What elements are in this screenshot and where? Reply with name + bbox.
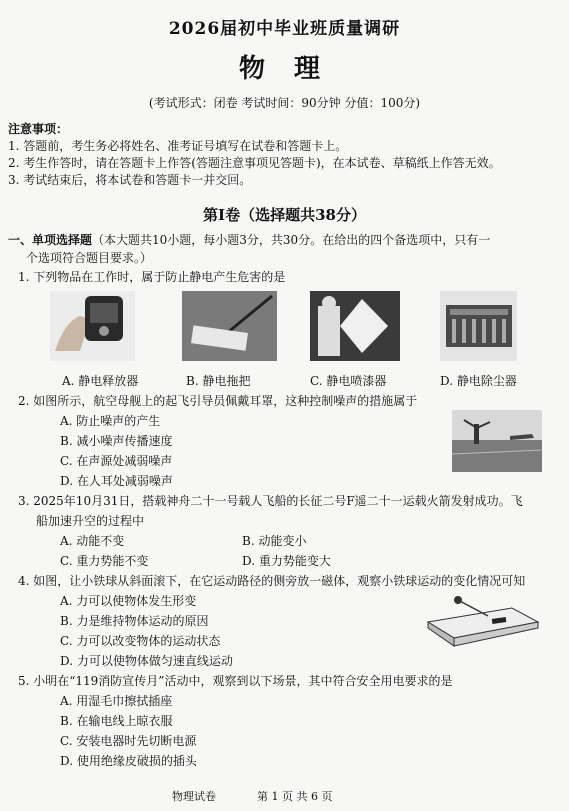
part-description bbox=[8, 231, 490, 249]
q2-option-d[interactable]: D. 在人耳处减弱噪声 bbox=[60, 474, 173, 488]
q1-option-c[interactable]: C. 静电喷漆器 bbox=[310, 374, 387, 388]
exam-title: 2026届初中毕业班质量调研 bbox=[168, 19, 401, 39]
q1-option-b[interactable]: B. 静电拖把 bbox=[186, 374, 251, 388]
q1-image-d bbox=[440, 291, 517, 361]
q1-image-c bbox=[310, 291, 400, 361]
q2-stem: 2. 如图所示，航空母舰上的起飞引导员佩戴耳罩，这种控制噪声的措施属于 bbox=[18, 394, 418, 408]
q3-option-b[interactable]: B. 动能变小 bbox=[242, 534, 307, 548]
q3-option-c[interactable]: C. 重力势能不变 bbox=[60, 554, 149, 568]
q2-option-a[interactable]: A. 防止噪声的产生 bbox=[60, 414, 161, 428]
q1-option-d[interactable]: D. 静电除尘器 bbox=[440, 374, 517, 388]
q1-image-b bbox=[182, 291, 277, 361]
q4-option-a[interactable]: A. 力可以使物体发生形变 bbox=[60, 594, 197, 608]
note-item: 1. 答题前，考生务必将姓名、准考证号填写在试卷和答题卡上。 bbox=[8, 139, 348, 153]
q5-option-a[interactable]: A. 用湿毛巾擦拭插座 bbox=[60, 694, 173, 708]
q3-stem-line-1: 3. 2025年10月31日，搭载神舟二十一号载人飞船的长征二号F遥二十一运载火箭发射成功。飞 bbox=[18, 494, 523, 508]
q5-option-b[interactable]: B. 在输电线上晾衣服 bbox=[60, 714, 173, 728]
aircraft-carrier-deck-illustration bbox=[452, 410, 542, 472]
q2-option-c[interactable]: C. 在声源处减弱噪声 bbox=[60, 454, 173, 468]
q4-stem: 4. 如图，让小铁球从斜面滚下，在它运动路径的侧旁放一磁体，观察小铁球运动的变化情况可知 bbox=[18, 574, 526, 588]
exam-info: (考试形式：闭卷 考试时间：90分钟 分值：100分) bbox=[148, 96, 421, 110]
subject-title: 物 理 bbox=[238, 54, 331, 84]
note-item: 2. 考生作答时，请在答题卡上作答(答题注意事项见答题卡)，在本试卷、草稿纸上作答无效。 bbox=[8, 156, 501, 170]
q4-option-b[interactable]: B. 力是维持物体运动的原因 bbox=[60, 614, 209, 628]
q3-option-a[interactable]: A. 动能不变 bbox=[60, 534, 125, 548]
part-desc-line-1: （本大题共10小题，每小题3分，共30分。在给出的四个备选项中，只有一 bbox=[92, 233, 491, 247]
q1-option-a[interactable]: A. 静电释放器 bbox=[62, 374, 139, 388]
q2-option-b[interactable]: B. 减小噪声传播速度 bbox=[60, 434, 173, 448]
spray-painting-illustration bbox=[310, 291, 400, 361]
q3-option-d[interactable]: D. 重力势能变大 bbox=[242, 554, 331, 568]
part-heading: 一、单项选择题 bbox=[8, 233, 93, 247]
q3-stem-line-2: 船加速升空的过程中 bbox=[36, 514, 145, 528]
part-desc-line-2: 个选项符合题目要求。） bbox=[26, 251, 153, 265]
q1-stem: 1. 下列物品在工作时，属于防止静电产生危害的是 bbox=[18, 270, 286, 284]
dust-collector-illustration bbox=[440, 291, 517, 361]
q4-image bbox=[422, 588, 544, 654]
static-mop-illustration bbox=[182, 291, 277, 361]
q4-option-c[interactable]: C. 力可以改变物体的运动状态 bbox=[60, 634, 221, 648]
static-release-device-illustration bbox=[50, 291, 135, 361]
q2-image bbox=[452, 410, 542, 472]
q5-option-d[interactable]: D. 使用绝缘皮破损的插头 bbox=[60, 754, 197, 768]
q4-option-d[interactable]: D. 力可以使物体做匀速直线运动 bbox=[60, 654, 233, 668]
footer-subject: 物理试卷 bbox=[172, 790, 216, 803]
note-item: 3. 考试结束后，将本试卷和答题卡一并交回。 bbox=[8, 173, 252, 187]
q5-option-c[interactable]: C. 安装电器时先切断电源 bbox=[60, 734, 197, 748]
footer-page-number: 第 1 页 共 6 页 bbox=[257, 790, 333, 803]
q1-image-a bbox=[50, 291, 135, 361]
inclined-plane-magnet-illustration bbox=[422, 588, 544, 654]
section-title: 第Ⅰ卷（选择题共38分） bbox=[203, 206, 366, 224]
notes-heading: 注意事项： bbox=[8, 122, 69, 136]
q5-stem: 5. 小明在“119消防宣传月”活动中，观察到以下场景，其中符合安全用电要求的是 bbox=[18, 674, 453, 688]
